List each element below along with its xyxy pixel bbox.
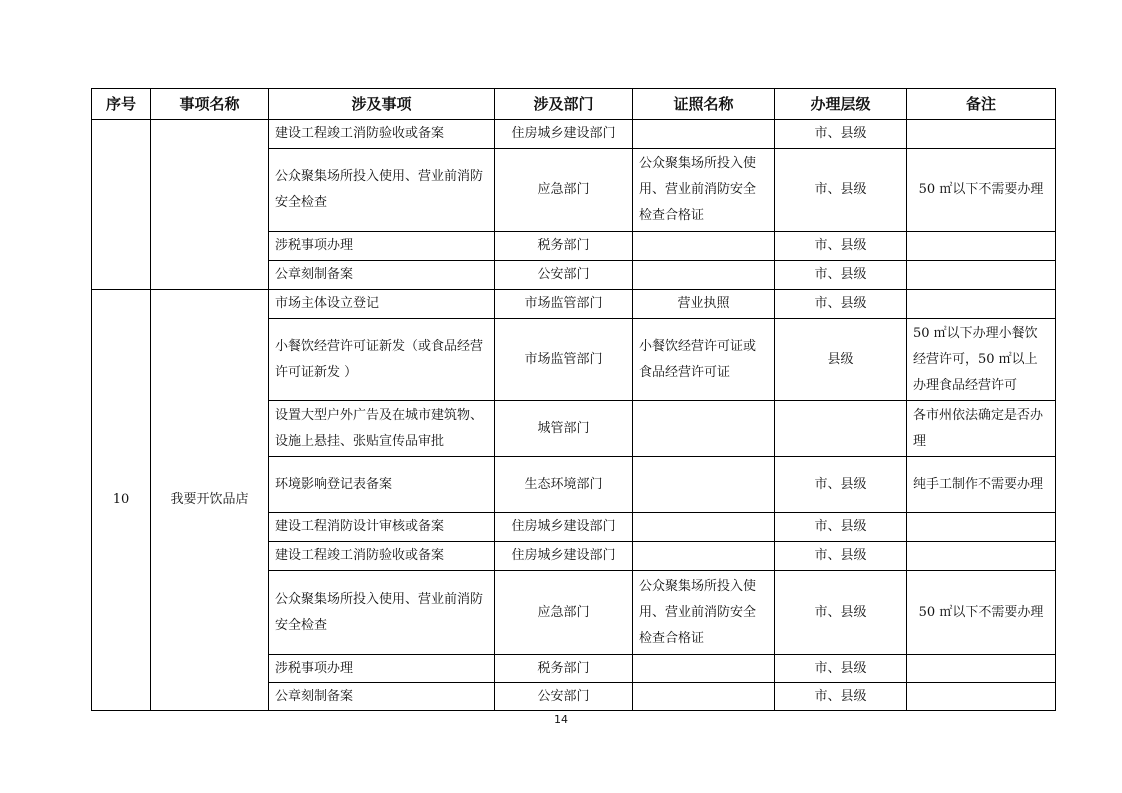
table-row: [92, 290, 1056, 319]
note-cell: [907, 513, 1056, 542]
level-cell: [775, 401, 907, 457]
note-cell: [907, 261, 1056, 290]
dept-cell: 应急部门: [495, 149, 633, 232]
level-cell: 市、县级: [775, 683, 907, 711]
seq-cell: 10: [92, 290, 151, 711]
item-cell: 公章刻制备案: [269, 261, 495, 290]
header-involved-item: 涉及事项: [269, 89, 495, 120]
note-cell: 50 ㎡以下不需要办理: [907, 149, 1056, 232]
item-cell: 建设工程消防设计审核或备案: [269, 513, 495, 542]
level-cell: 县级: [775, 319, 907, 401]
level-cell: 市、县级: [775, 261, 907, 290]
dept-cell: 公安部门: [495, 683, 633, 711]
license-cell: [633, 683, 775, 711]
header-row: [92, 89, 1056, 120]
item-cell: 设置大型户外广告及在城市建筑物、设施上悬挂、张贴宣传品审批: [269, 401, 495, 457]
note-cell: 纯手工制作不需要办理: [907, 457, 1056, 513]
level-cell: 市、县级: [775, 655, 907, 683]
dept-cell: 市场监管部门: [495, 319, 633, 401]
seq-cell: [92, 120, 151, 290]
license-cell: 小餐饮经营许可证或食品经营许可证: [633, 319, 775, 401]
note-cell: 各市州依法确定是否办理: [907, 401, 1056, 457]
note-cell: [907, 655, 1056, 683]
note-cell: 50 ㎡以下不需要办理: [907, 571, 1056, 655]
license-cell: [633, 513, 775, 542]
item-cell: 小餐饮经营许可证新发（或食品经营许可证新发 ）: [269, 319, 495, 401]
level-cell: 市、县级: [775, 149, 907, 232]
item-cell: 涉税事项办理: [269, 232, 495, 261]
dept-cell: 住房城乡建设部门: [495, 542, 633, 571]
dept-cell: 市场监管部门: [495, 290, 633, 319]
level-cell: 市、县级: [775, 457, 907, 513]
matter-name-cell: [151, 120, 269, 290]
level-cell: 市、县级: [775, 513, 907, 542]
note-cell: [907, 120, 1056, 149]
item-cell: 建设工程竣工消防验收或备案: [269, 542, 495, 571]
dept-cell: 生态环境部门: [495, 457, 633, 513]
note-cell: [907, 542, 1056, 571]
services-table: [91, 88, 1056, 711]
item-cell: 环境影响登记表备案: [269, 457, 495, 513]
header-seq: 序号: [92, 89, 151, 120]
dept-cell: 应急部门: [495, 571, 633, 655]
level-cell: 市、县级: [775, 232, 907, 261]
license-cell: 公众聚集场所投入使用、营业前消防安全检查合格证: [633, 149, 775, 232]
license-cell: [633, 401, 775, 457]
header-note: 备注: [907, 89, 1056, 120]
dept-cell: 公安部门: [495, 261, 633, 290]
header-department: 涉及部门: [495, 89, 633, 120]
license-cell: [633, 120, 775, 149]
item-cell: 建设工程竣工消防验收或备案: [269, 120, 495, 149]
note-cell: [907, 290, 1056, 319]
item-cell: 公众聚集场所投入使用、营业前消防安全检查: [269, 149, 495, 232]
matter-name-cell: 我要开饮品店: [151, 290, 269, 711]
license-cell: [633, 261, 775, 290]
license-cell: 公众聚集场所投入使用、营业前消防安全检查合格证: [633, 571, 775, 655]
note-cell: 50 ㎡以下办理小餐饮经营许可，50 ㎡以上办理食品经营许可: [907, 319, 1056, 401]
license-cell: [633, 542, 775, 571]
dept-cell: 住房城乡建设部门: [495, 513, 633, 542]
license-cell: 营业执照: [633, 290, 775, 319]
license-cell: [633, 232, 775, 261]
item-cell: 公众聚集场所投入使用、营业前消防安全检查: [269, 571, 495, 655]
header-license: 证照名称: [633, 89, 775, 120]
level-cell: 市、县级: [775, 290, 907, 319]
dept-cell: 税务部门: [495, 655, 633, 683]
level-cell: 市、县级: [775, 571, 907, 655]
license-cell: [633, 655, 775, 683]
note-cell: [907, 683, 1056, 711]
level-cell: 市、县级: [775, 120, 907, 149]
item-cell: 涉税事项办理: [269, 655, 495, 683]
item-cell: 市场主体设立登记: [269, 290, 495, 319]
page-number: 14: [554, 713, 568, 726]
table-row: [92, 120, 1056, 149]
dept-cell: 住房城乡建设部门: [495, 120, 633, 149]
license-cell: [633, 457, 775, 513]
dept-cell: 城管部门: [495, 401, 633, 457]
header-matter-name: 事项名称: [151, 89, 269, 120]
header-level: 办理层级: [775, 89, 907, 120]
note-cell: [907, 232, 1056, 261]
level-cell: 市、县级: [775, 542, 907, 571]
item-cell: 公章刻制备案: [269, 683, 495, 711]
dept-cell: 税务部门: [495, 232, 633, 261]
